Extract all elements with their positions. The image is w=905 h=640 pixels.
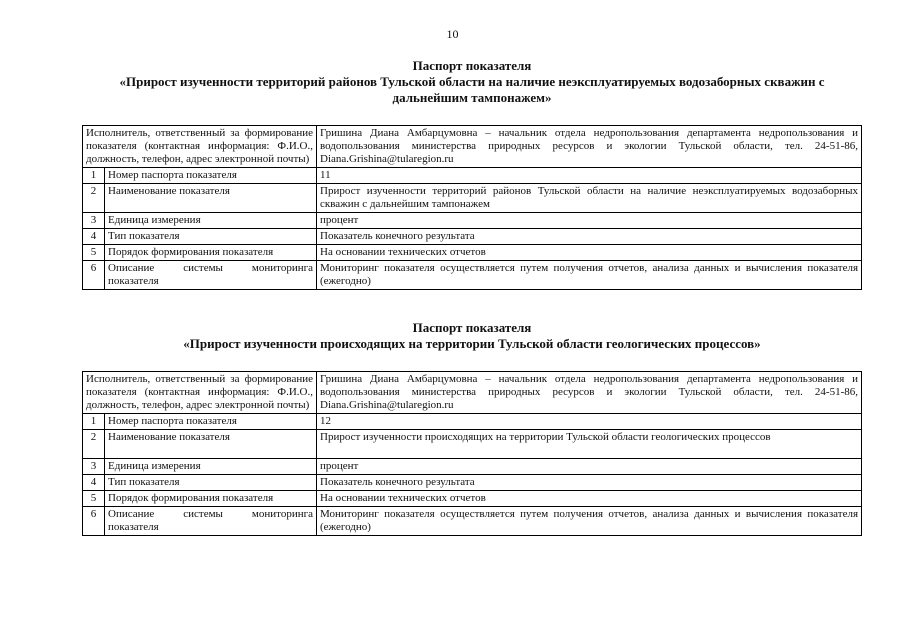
row-number: 2 — [83, 430, 105, 459]
passport-table — [82, 371, 862, 536]
passport-title: «Прирост изученности происходящих на территории Тульской области геологических процессов» — [183, 336, 761, 351]
row-value: Прирост изученности территорий районов Тульской области на наличие неэксплуатируемых водозаборных скважин с дальнейшим тампонажем — [317, 184, 862, 213]
row-number: 1 — [83, 168, 105, 184]
row-value: 12 — [317, 414, 862, 430]
table-row — [83, 430, 862, 459]
executor-row — [83, 372, 862, 414]
row-number: 6 — [83, 261, 105, 290]
row-number: 4 — [83, 229, 105, 245]
row-value: Показатель конечного результата — [317, 475, 862, 491]
row-label: Описание системы мониторинга показателя — [105, 261, 317, 290]
table-row — [83, 491, 862, 507]
passport-heading: Паспорт показателя — [412, 320, 532, 335]
row-number: 5 — [83, 245, 105, 261]
row-number: 1 — [83, 414, 105, 430]
row-label: Порядок формирования показателя — [105, 245, 317, 261]
row-value: Мониторинг показателя осуществляется путем получения отчетов, анализа данных и вычисления показателя (ежегодно) — [317, 261, 862, 290]
row-label: Наименование показателя — [105, 184, 317, 213]
row-label: Описание системы мониторинга показателя — [105, 507, 317, 536]
row-number: 6 — [83, 507, 105, 536]
row-value: процент — [317, 213, 862, 229]
executor-value: Гришина Диана Амбарцумовна – начальник отдела недропользования департамента недропользования и водопользования министерства природных ресурсов и экологии Тульской области, тел. 24-51-86, Diana.Grishina@tularegion.ru — [317, 126, 862, 168]
row-label: Единица измерения — [105, 213, 317, 229]
table-row — [83, 245, 862, 261]
row-label: Номер паспорта показателя — [105, 414, 317, 430]
row-value: Прирост изученности происходящих на территории Тульской области геологических процессов — [317, 430, 862, 459]
passport-section-1 — [82, 58, 862, 290]
executor-label: Исполнитель, ответственный за формирование показателя (контактная информация: Ф.И.О., должность, телефон, адрес электронной почты) — [83, 126, 317, 168]
table-row — [83, 213, 862, 229]
row-number: 2 — [83, 184, 105, 213]
page-number: 10 — [446, 27, 459, 41]
table-row — [83, 459, 862, 475]
table-row — [83, 475, 862, 491]
passport-table — [82, 125, 862, 290]
row-number: 3 — [83, 213, 105, 229]
row-label: Тип показателя — [105, 475, 317, 491]
passport-title: «Прирост изученности территорий районов Тульской области на наличие неэксплуатируемых водозаборных скважин с дальнейшим тампонажем» — [119, 74, 825, 105]
row-label: Тип показателя — [105, 229, 317, 245]
row-value: На основании технических отчетов — [317, 491, 862, 507]
row-value: Мониторинг показателя осуществляется путем получения отчетов, анализа данных и вычисления показателя (ежегодно) — [317, 507, 862, 536]
row-value: Показатель конечного результата — [317, 229, 862, 245]
table-row — [83, 184, 862, 213]
table-row — [83, 507, 862, 536]
table-row — [83, 168, 862, 184]
table-row — [83, 414, 862, 430]
row-number: 4 — [83, 475, 105, 491]
row-label: Порядок формирования показателя — [105, 491, 317, 507]
row-label: Наименование показателя — [105, 430, 317, 459]
row-value: 11 — [317, 168, 862, 184]
row-number: 5 — [83, 491, 105, 507]
row-number: 3 — [83, 459, 105, 475]
row-value: На основании технических отчетов — [317, 245, 862, 261]
passport-section-2 — [82, 320, 862, 536]
row-value: процент — [317, 459, 862, 475]
row-label: Номер паспорта показателя — [105, 168, 317, 184]
table-row — [83, 229, 862, 245]
executor-row — [83, 126, 862, 168]
row-label: Единица измерения — [105, 459, 317, 475]
passport-heading: Паспорт показателя — [412, 58, 532, 73]
executor-label: Исполнитель, ответственный за формирование показателя (контактная информация: Ф.И.О., должность, телефон, адрес электронной почты) — [83, 372, 317, 414]
table-row — [83, 261, 862, 290]
executor-value: Гришина Диана Амбарцумовна – начальник отдела недропользования департамента недропользования и водопользования министерства природных ресурсов и экологии Тульской области, тел. 24-51-86, Diana.Grishina@tularegion.ru — [317, 372, 862, 414]
